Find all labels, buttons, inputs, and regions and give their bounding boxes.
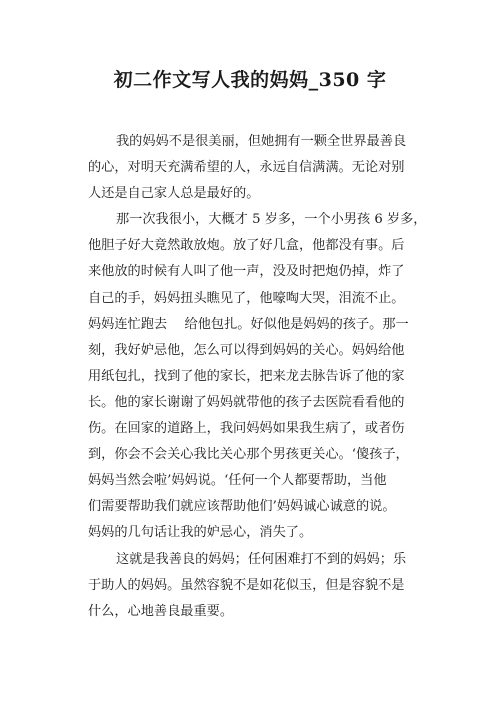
text-line: 他胆子好大竟然敢放炮。放了好几盒，他都没有事。后 [88,238,405,254]
text-line: 妈妈的几句话让我的妒忌心，消失了。 [88,525,313,541]
text-line: 们需要帮助我们就应该帮助他们’妈妈诚心诚意的说。 [88,499,396,515]
document-title: 初二作文写人我的妈妈_350 字 [113,69,387,91]
text-line: 来他放的时候有人叫了他一声，没及时把炮仍掉，炸了 [88,264,405,280]
text-line: 长。他的家长谢谢了妈妈就带他的孩子去医院看看他的 [88,394,405,410]
text-line: 自己的手，妈妈扭头瞧见了，他嚎啕大哭，泪流不止。 [88,290,405,306]
text-line: 人还是自己家人总是最好的。 [88,186,260,202]
text-line: 什么，心地善良最重要。 [88,603,234,619]
text-line: 刻，我好妒忌他，怎么可以得到妈妈的关心。妈妈给他 [88,342,405,358]
document-body [88,129,428,625]
text-line: 于助人的妈妈。虽然容貌不是如花似玉，但是容貌不是 [88,577,405,593]
text-line: 伤。在回家的道路上，我问妈妈如果我生病了，或者伤 [88,421,405,437]
text-line: 的心，对明天充满希望的人，永远自信满满。无论对别 [88,160,405,176]
text-line: 我的妈妈不是很美丽，但她拥有一颗全世界最善良 [116,134,407,149]
text-line: 妈妈当然会啦’妈妈说。‘任何一个人都要帮助，当他 [88,473,387,489]
text-line: 用纸包扎，找到了他的家长，把来龙去脉告诉了他的家 [88,368,405,384]
text-line: 那一次我很小，大概才 5 岁多，一个小男孩 6 岁多， [116,212,427,228]
text-line: 这就是我善良的妈妈；任何困难打不到的妈妈；乐 [116,551,407,567]
text-line: 到，你会不会关心我比关心那个男孩更关心。‘傻孩子， [88,447,409,463]
text-line: 妈妈连忙跑去 给他包扎。好似他是妈妈的孩子。那一 [88,316,409,332]
